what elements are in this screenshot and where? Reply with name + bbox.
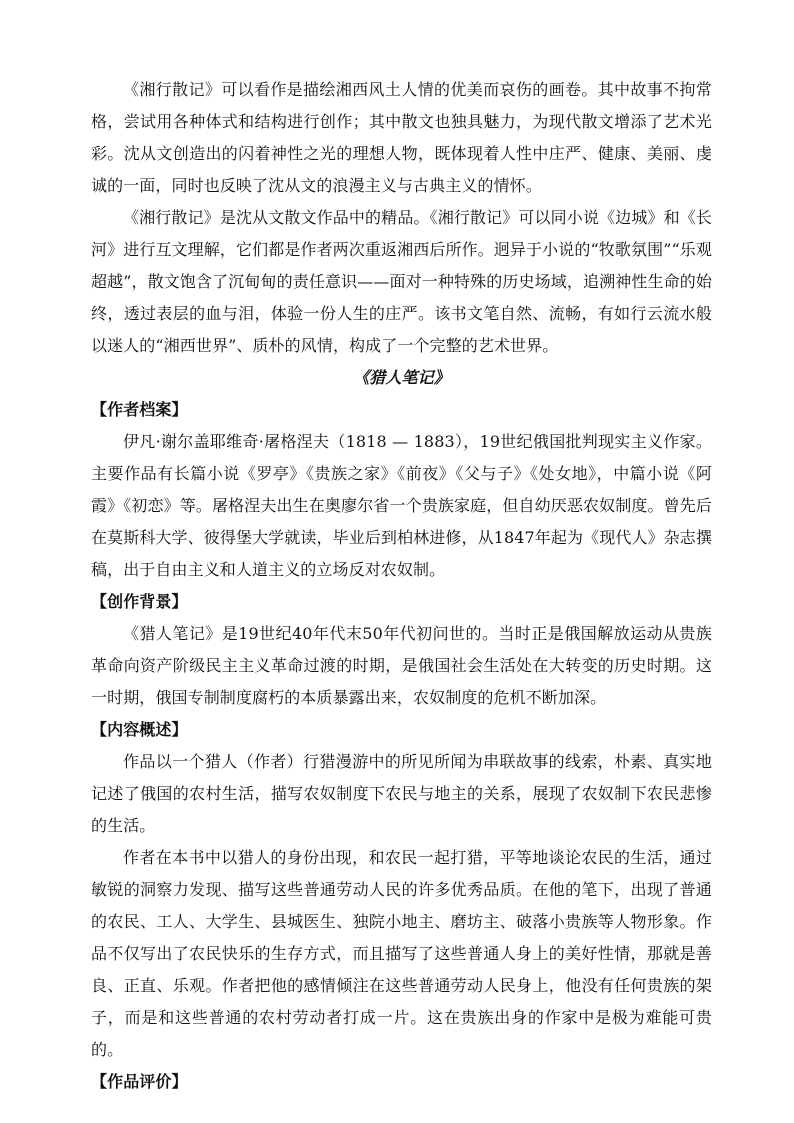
section-title: 《猎人笔记》 <box>353 368 450 387</box>
heading-content-summary: 【内容概述】 <box>91 720 188 739</box>
paragraph-xiangxing-2: 《湘行散记》是沈从文散文作品中的精品。《湘行散记》可以同小说《边城》和《长河》进行互文理解，它们都是作者两次重返湘西后所作。迥异于小说的“牧歌氛围”“乐观超越”，散文饱含了沉甸甸的责任意识——面对一种特殊的历史场域，追溯神性生命的始终，透过表层的血与泪，体验一份人生的庄严。该书文笔自然、流畅，有如行云流水般以迷人的“湘西世界”、质朴的风情，构成了一个完整的艺术世界。 <box>91 208 712 355</box>
paragraph-content-summary-2: 作者在本书中以猎人的身份出现，和农民一起打猎，平等地谈论农民的生活，通过敏锐的洞察力发现、描写这些普通劳动人民的许多优秀品质。在他的笔下，出现了普通的农民、工人、大学生、县城医生、独院小地主、磨坊主、破落小贵族等人物形象。作品不仅写出了农民快乐的生存方式，而且描写了这些普通人身上的美好性情，那就是善良、正直、乐观。作者把他的感情倾注在这些普通劳动人民身上，他没有任何贵族的架子，而是和这些普通的农村劳动者打成一片。这在贵族出身的作家中是极为难能可贵的。 <box>91 848 712 1059</box>
heading-author-profile: 【作者档案】 <box>91 400 188 419</box>
paragraph-content-summary-1: 作品以一个猎人（作者）行猎漫游中的所见所闻为串联故事的线索，朴素、真实地记述了俄国的农村生活，描写农奴制度下农民与地主的关系，展现了农奴制下农民悲惨的生活。 <box>91 752 712 835</box>
document-body <box>91 74 712 1098</box>
paragraph-creation-background: 《猎人笔记》是19世纪40年代末50年代初问世的。当时正是俄国解放运动从贵族革命向资产阶级民主主义革命过渡的时期，是俄国社会生活处在大转变的历史时期。这一时期，俄国专制制度腐朽的本质暴露出来，农奴制度的危机不断加深。 <box>91 624 712 707</box>
heading-creation-background: 【创作背景】 <box>91 592 188 611</box>
paragraph-author-profile: 伊凡·谢尔盖耶维奇·屠格涅夫（1818 — 1883），19世纪俄国批判现实主义作家。主要作品有长篇小说《罗亭》《贵族之家》《前夜》《父与子》《处女地》，中篇小说《阿霞》《初恋》等。屠格涅夫出生在奥廖尔省一个贵族家庭，但自幼厌恶农奴制度。曾先后在莫斯科大学、彼得堡大学就读，毕业后到柏林进修，从1847年起为《现代人》杂志撰稿，出于自由主义和人道主义的立场反对农奴制。 <box>91 432 712 579</box>
heading-work-review: 【作品评价】 <box>91 1072 188 1091</box>
paragraph-xiangxing-1: 《湘行散记》可以看作是描绘湘西风土人情的优美而哀伤的画卷。其中故事不拘常格，尝试用各种体式和结构进行创作；其中散文也独具魅力，为现代散文增添了艺术光彩。沈从文创造出的闪着神性之光的理想人物，既体现着人性中庄严、健康、美丽、虔诚的一面，同时也反映了沈从文的浪漫主义与古典主义的情怀。 <box>91 80 712 195</box>
